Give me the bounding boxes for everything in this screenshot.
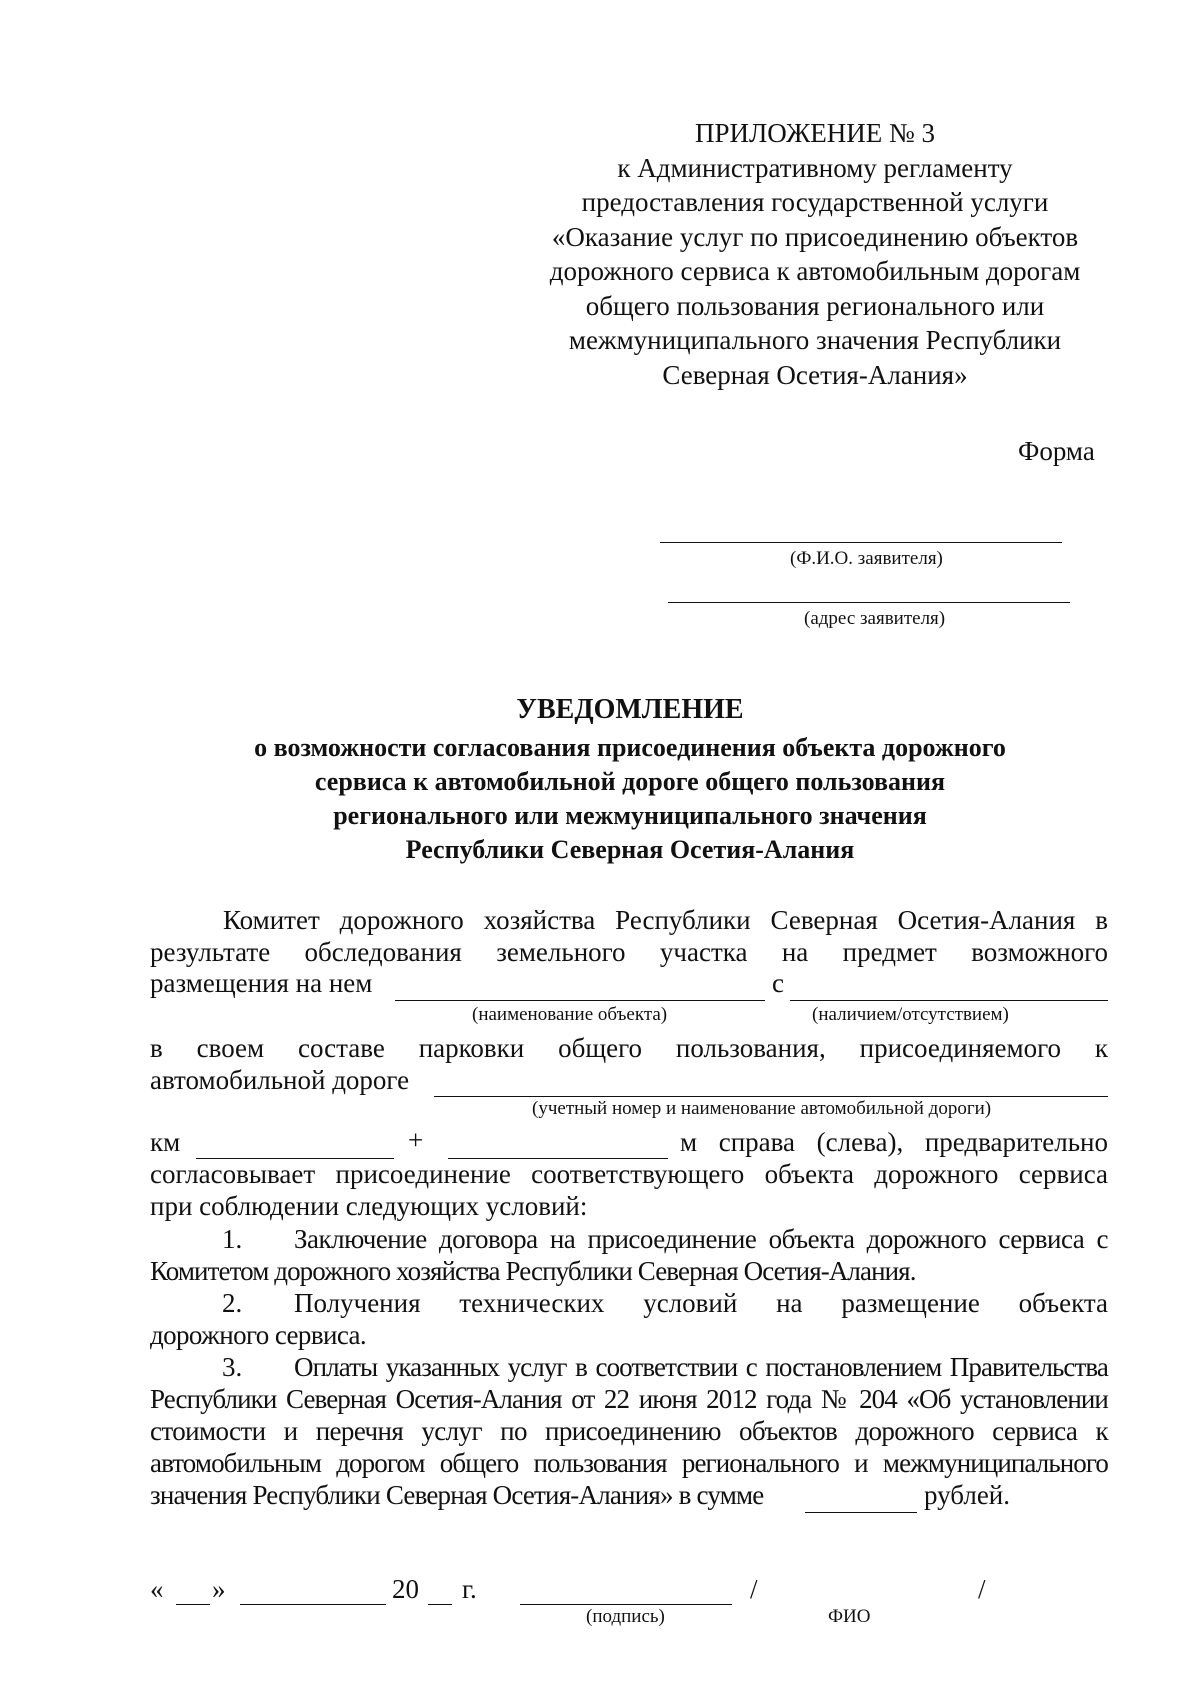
year-prefix: 20 (392, 1574, 419, 1604)
header-line: предоставления государственной услуги (581, 187, 1049, 217)
presence-field (790, 1000, 1108, 1001)
header-line: общего пользования регионального или (585, 290, 1045, 321)
header-line: «Оказание услуг по присоединению объектов (551, 221, 1079, 252)
applicant-address-line (668, 602, 1070, 603)
year-field (428, 1604, 452, 1605)
subtitle-line: о возможности согласования присоединения объекта дорожного (254, 733, 1006, 762)
condition-text: Республики Северная Осетия-Алания от 22 июня 2012 года № 204 «Об установлении (150, 1384, 1108, 1414)
condition-text: автомобильным дорогом общего пользования регионального и межмуниципального (150, 1448, 1108, 1478)
header-line: к Административному регламенту (617, 152, 1013, 183)
condition-text: дорожного сервиса. (150, 1320, 367, 1350)
condition-text: значения Республики Северная Осетия-Алания» в сумме (150, 1480, 764, 1510)
condition-text: Получения технических условий на размещение объекта (294, 1288, 1108, 1318)
appendix-header (520, 116, 1110, 392)
condition-text: Оплаты указанных услуг в соответствии с постановлением Правительства (294, 1352, 1108, 1382)
plus-sign: + (408, 1125, 424, 1155)
subtitle-line: регионального или межмуниципального значения (333, 801, 927, 830)
body-line-1: Комитет дорожного хозяйства Республики Северная Осетия-Алания в (223, 905, 1108, 935)
subtitle-line: Республики Северная Осетия-Алания (405, 835, 855, 864)
header-line: Северная Осетия-Алания» (662, 359, 968, 390)
body-line-4: в своем составе парковки общего пользования, присоединяемого к (150, 1033, 1108, 1063)
condition-number: 2. (222, 1288, 243, 1318)
month-field (240, 1604, 386, 1605)
body-line-2: результате обследования земельного участка на предмет возможного (150, 937, 1108, 967)
condition-number: 1. (222, 1224, 243, 1254)
condition-text: Комитетом дорожного хозяйства Республики Северная Осетия-Алания. (150, 1256, 916, 1286)
document-subtitle (0, 731, 1200, 867)
header-line: дорожного сервиса к автомобильным дорогам (549, 256, 1081, 286)
slash: / (750, 1574, 758, 1604)
name-caption: ФИО (828, 1606, 871, 1627)
header-line: межмуниципального значения Республики (568, 325, 1062, 355)
body-line-3-start: размещения на нем (150, 968, 373, 998)
date-quote-close: » (212, 1574, 226, 1604)
km-label: км (150, 1127, 181, 1157)
road-caption: (учетный номер и наименование автомобильной дороги) (532, 1098, 992, 1119)
body-line-8: при соблюдении следующих условий: (150, 1191, 588, 1221)
slash: / (978, 1574, 986, 1604)
amount-field (805, 1512, 917, 1513)
applicant-address-caption: (адрес заявителя) (804, 608, 946, 629)
applicant-name-line (660, 542, 1062, 543)
condition-text: Заключение договора на присоединение объекта дорожного сервиса с (294, 1224, 1108, 1254)
form-label: Форма (1018, 436, 1095, 466)
rubles-label: рублей. (924, 1480, 1011, 1510)
road-field (434, 1096, 1108, 1097)
date-quote-open: « (150, 1574, 164, 1604)
body-line-7: согласовывает присоединение соответствующего объекта дорожного сервиса (150, 1159, 1108, 1189)
applicant-name-caption: (Ф.И.О. заявителя) (790, 548, 943, 569)
year-suffix: г. (462, 1574, 477, 1604)
document-title: УВЕДОМЛЕНИЕ (516, 694, 744, 725)
body-line-6-end: м справа (слева), предварительно (680, 1127, 1108, 1157)
day-field (176, 1604, 210, 1605)
signature-field (520, 1604, 732, 1605)
presence-caption: (наличием/отсутствием) (812, 1004, 1009, 1025)
condition-number: 3. (222, 1352, 243, 1382)
appendix-number: ПРИЛОЖЕНИЕ № 3 (694, 118, 936, 148)
object-name-field (395, 1000, 765, 1001)
body-line-5-start: автомобильной дороге (150, 1065, 410, 1095)
object-name-caption: (наименование объекта) (472, 1004, 668, 1025)
subtitle-line: сервиса к автомобильной дороге общего пользования (314, 767, 946, 796)
condition-text: стоимости и перечня услуг по присоединению объектов дорожного сервиса к (150, 1416, 1108, 1446)
signature-caption: (подпись) (586, 1606, 665, 1627)
body-with-label: с (772, 968, 784, 998)
